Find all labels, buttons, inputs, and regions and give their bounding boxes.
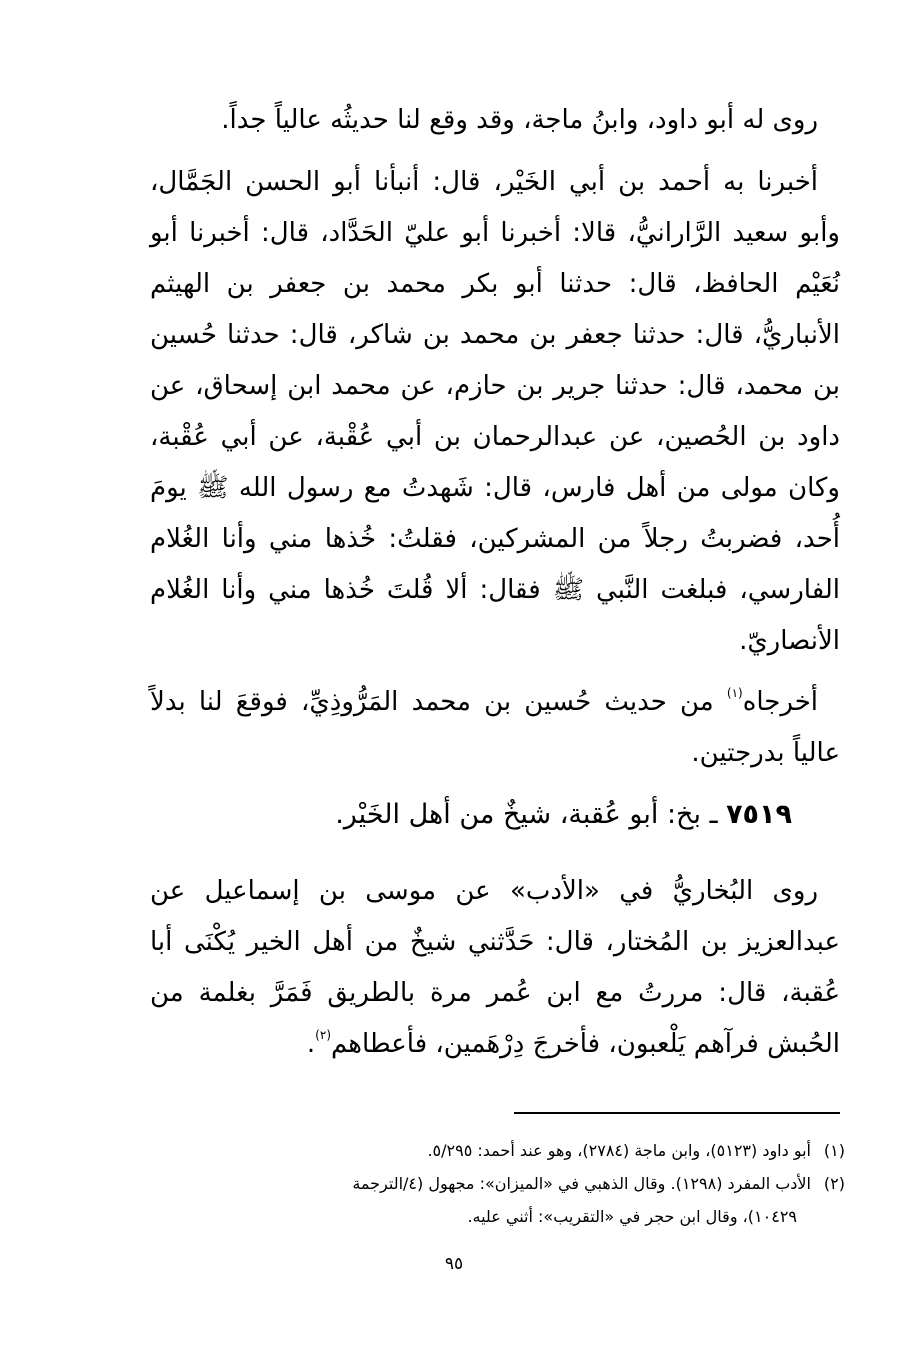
footnote-text: الأدب المفرد (١٢٩٨). وقال الذهبي في «الميزان»: مجهول (٤/الترجمة [352,1174,811,1193]
footnotes [145,1134,845,1233]
footnote-ref-2[interactable]: (٢) [315,1028,331,1042]
paragraph-narrators: روى له أبو داود، وابنُ ماجة، وقد وقع لنا حديثُه عالياً جداً. [221,105,818,135]
entry-number: ٧٥١٩ [726,799,792,830]
footnote-marker: (٢) [823,1174,845,1193]
bukhari-text: روى البُخاريُّ في «الأدب» عن موسى بن إسماعيل عن عبدالعزيز بن المُختار، قال: حَدَّثني شيخٌ من أهل الخير يُكْنَى أبا عُقبة، قال: مررتُ مع ابن عُمر مرة بالطريق فَمَرَّ بغلمة من الحُبش فرآهم يَلْعبون، فأخرجَ دِرْهَمين، فأعطاهم [150,876,840,1059]
footnote-ref-1[interactable]: (١) [726,686,743,700]
takhrij-text-start: أخرجاه [742,687,818,717]
takhrij-text-end: من حديث حُسين بن محمد المَرُّوذِيِّ، فوقعَ لنا بدلاً عالياً بدرجتين. [150,687,840,768]
paragraph-takhrij [150,677,840,779]
paragraph-bukhari [150,866,840,1070]
footnote-text: أبو داود (٥١٢٣)، وابن ماجة (٢٧٨٤)، وهو عند أحمد: ٥/٢٩٥. [427,1141,811,1160]
footnote-1 [145,1134,845,1167]
paragraph-hadith-chain: أخبرنا به أحمد بن أبي الخَيْر، قال: أنبأنا أبو الحسن الجَمَّال، وأبو سعيد الرَّارانيُّ، قالا: أخبرنا أبو عليّ الحَدَّاد، قال: أخبرنا أبو نُعَيْم الحافظ، قال: حدثنا أبو بكر محمد بن جعفر بن الهيثم الأنباريُّ، قال: حدثنا جعفر بن محمد بن شاكر، قال: حدثنا حُسين بن محمد، قال: حدثنا جرير بن حازم، عن محمد ابن إسحاق، عن داود بن الحُصين، عن عبدالرحمان بن أبي عُقْبة، عن أبي عُقْبة، وكان مولى من أهل فارس، قال: شَهدتُ مع رسول الله ﷺ يومَ أُحد، فضربتُ رجلاً من المشركين، فقلتُ: خُذها مني وأنا الغُلام الفارسي، فبلغت النَّبي ﷺ فقال: ألا قُلتَ خُذها مني وأنا الغُلام الأنصاريّ. [150,167,840,656]
footnote-marker: (١) [823,1141,845,1160]
footnote-separator [514,1112,840,1114]
bukhari-text-end: . [306,1029,316,1059]
footnote-2-continuation: ١٠٤٢٩)، وقال ابن حجر في «التقريب»: أثني عليه. [467,1207,797,1226]
page-number: ٩٥ [444,1254,464,1274]
entry-title: ـ بخ: أبو عُقبة، شيخٌ من أهل الخَيْر. [335,799,727,830]
footnote-2 [145,1167,845,1200]
entry-heading [150,793,792,837]
